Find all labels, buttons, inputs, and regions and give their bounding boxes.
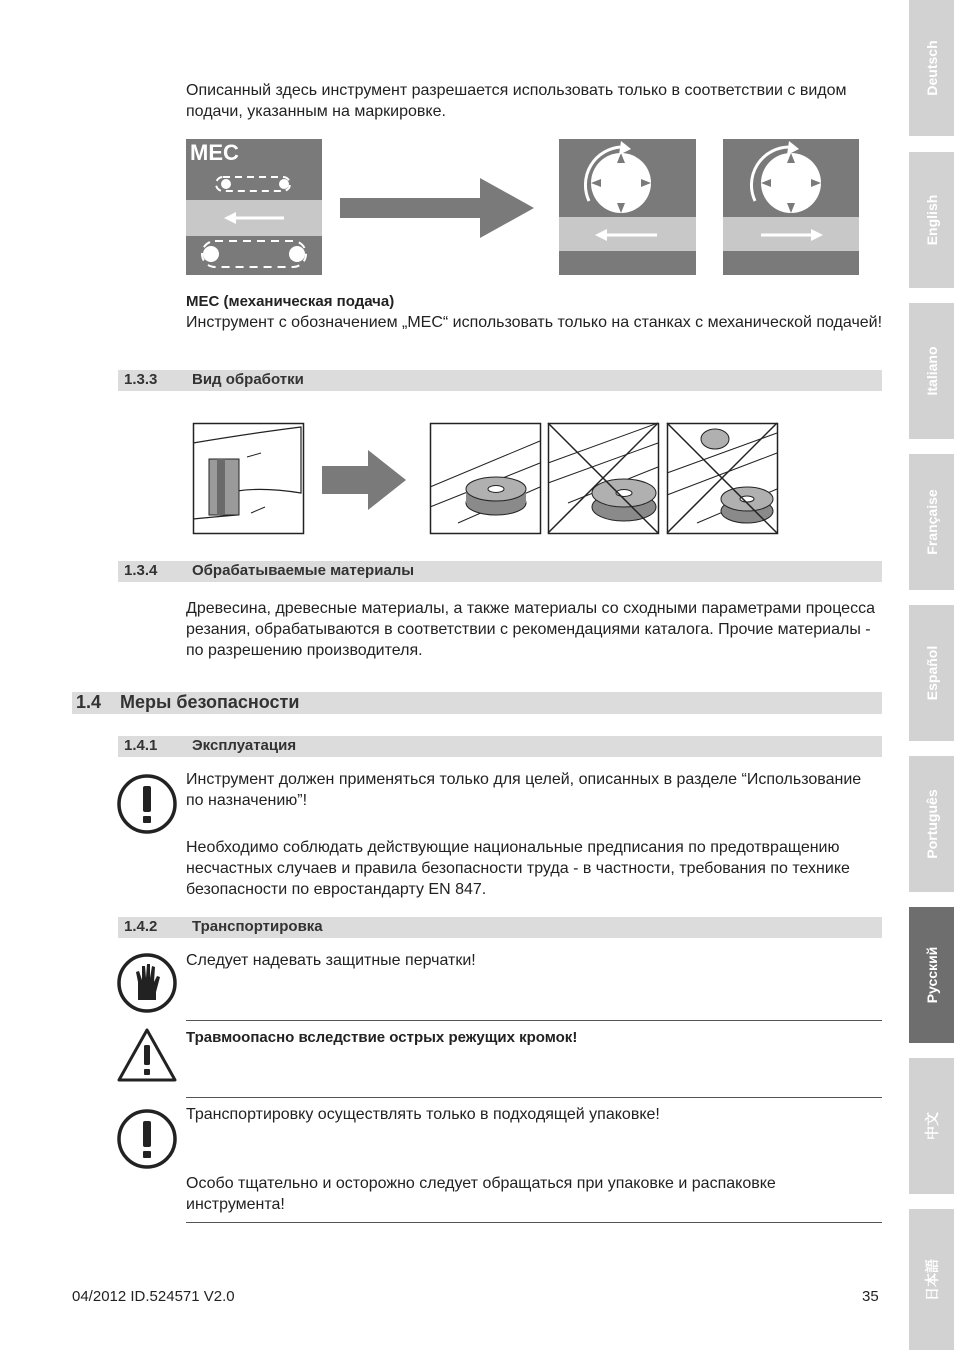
transport-text-2: Особо тщательно и осторожно следует обращаться при упаковке и распаковке инструмента!: [186, 1175, 776, 1213]
section-1-4-header: [72, 692, 882, 714]
tab-label: English: [923, 194, 940, 246]
section-title: Транспортировка: [192, 918, 323, 935]
section-number: 1.4.2: [124, 918, 158, 935]
tab-francaise[interactable]: [909, 454, 954, 590]
tab-deutsch[interactable]: [909, 0, 954, 136]
exclamation-icon: [116, 1108, 178, 1170]
tab-label: Deutsch: [923, 40, 940, 96]
tab-italiano[interactable]: [909, 303, 954, 439]
divider: [186, 1222, 882, 1223]
section-title: Вид обработки: [192, 371, 304, 388]
tab-portugues[interactable]: [909, 756, 954, 892]
section-number: 1.4: [76, 692, 102, 712]
divider: [186, 1097, 882, 1098]
operation-text-1: Инструмент должен применяться только для целей, описанных в разделе “Использование по назначению”!: [186, 771, 862, 809]
mec-text: Инструмент с обозначением „MEC“ использовать только на станках с механической подачей!: [186, 314, 883, 331]
board-with-disc-figure: [430, 423, 541, 534]
tab-label: Italiano: [923, 346, 940, 396]
process-arrow-icon: [320, 446, 410, 516]
mec-badge: MEC: [190, 140, 239, 165]
saw-feed-right-figure: [723, 139, 859, 275]
tab-espanol[interactable]: [909, 605, 954, 741]
mec-label-figure: [186, 139, 322, 275]
section-1-4-1-header: [118, 736, 882, 757]
divider: [186, 1020, 882, 1021]
tab-label: 中文: [923, 1112, 940, 1140]
tab-label: Française: [923, 489, 940, 555]
gloves-icon: [116, 952, 178, 1014]
tab-english[interactable]: [909, 152, 954, 288]
mec-heading: MEC (механическая подача): [186, 293, 395, 310]
section-title: Обрабатываемые материалы: [192, 562, 415, 579]
section-1-3-3-header: [118, 370, 882, 391]
section-number: 1.3.4: [124, 562, 158, 579]
tab-label: Português: [923, 789, 940, 859]
exclamation-icon: [116, 773, 178, 835]
rebate-crossed-figure: [667, 423, 778, 534]
tab-russian[interactable]: [909, 907, 954, 1043]
big-arrow-icon: [338, 176, 538, 256]
section-1-3-4-header: [118, 561, 882, 582]
footer-doc-id: 04/2012 ID.524571 V2.0: [72, 1288, 235, 1305]
materials-text: Древесина, древесные материалы, а также материалы со сходными параметрами процесса резания, обрабатываются в соответствии с рекомендациями каталога. Прочие материалы - по разрешению производителя.: [186, 600, 875, 659]
feed-direction-icon: [186, 139, 322, 275]
tab-label: Русский: [923, 946, 940, 1004]
operation-text-2: Необходимо соблюдать действующие национальные предписания по предотвращению несчастных случаев и правила безопасности труда - в частности, требования по технике безопасности по евростандарту EN 847.: [186, 839, 850, 898]
saw-feed-left-figure: [559, 139, 696, 275]
tab-japanese[interactable]: [909, 1209, 954, 1350]
gloves-text: Следует надевать защитные перчатки!: [186, 952, 476, 969]
section-number: 1.3.3: [124, 371, 158, 388]
page-number: 35: [862, 1288, 879, 1305]
edge-profile-figure: [193, 423, 304, 534]
tab-label: 日本語: [923, 1258, 940, 1301]
warning-triangle-icon: [116, 1027, 178, 1083]
section-number: 1.4.1: [124, 737, 158, 754]
section-title: Эксплуатация: [192, 737, 297, 754]
tab-label: Español: [923, 645, 940, 701]
danger-text: Травмоопасно вследствие острых режущих кромок!: [186, 1029, 578, 1046]
section-title: Меры безопасности: [120, 692, 300, 712]
transport-text-1: Транспортировку осуществлять только в подходящей упаковке!: [186, 1106, 660, 1123]
intro-text: Описанный здесь инструмент разрешается использовать только в соответствии с видом подачи, указанным на маркировке.: [186, 82, 847, 120]
groove-crossed-figure: [548, 423, 659, 534]
section-1-4-2-header: [118, 917, 882, 938]
tab-chinese[interactable]: [909, 1058, 954, 1194]
